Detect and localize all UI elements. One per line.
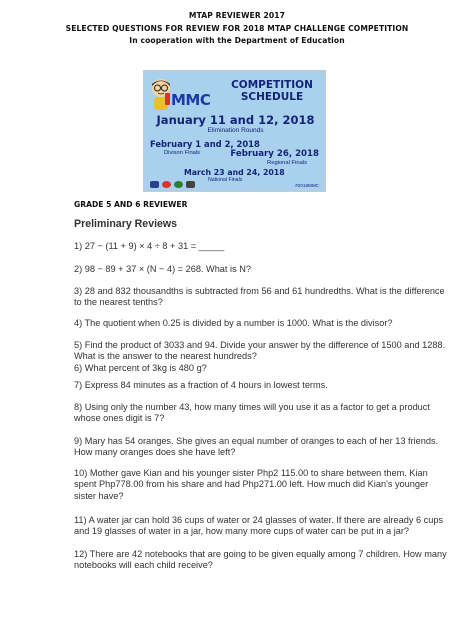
- sponsor-logo-icon: [162, 181, 171, 188]
- division-label: Divison Finals: [164, 150, 201, 156]
- sponsor-logo-icon: [186, 181, 195, 188]
- section-heading: Preliminary Reviews: [74, 218, 178, 230]
- sponsor-logo-icon: [150, 181, 159, 188]
- mmc-logo: MMC: [171, 91, 211, 109]
- question-12: 12) There are 42 notebooks that are going to be given equally among 7 children. How many notebooks will each child receive?: [74, 549, 447, 571]
- question-1: 1) 27 − (11 + 9) × 4 ÷ 8 + 31 = _____: [74, 241, 225, 251]
- question-4: 4) The quotient when 0.25 is divided by a number is 1000. What is the divisor?: [74, 318, 393, 328]
- regional-label: Regional Finals: [267, 160, 307, 166]
- competition-schedule-poster: [143, 70, 326, 192]
- national-date: March 23 and 24, 2018: [184, 168, 285, 177]
- poster-hashtag: #2018MMC: [295, 183, 319, 188]
- document-header: [0, 10, 474, 48]
- question-10: 10) Mother gave Kian and his younger sister Php2 115.00 to share between them. Kian spent Php778.00 from his share and had Php271.00 left. How much did Kian's younger sister have?: [74, 468, 429, 501]
- poster-title: COMPETITION SCHEDULE: [231, 79, 313, 103]
- regional-date: February 26, 2018: [230, 149, 319, 159]
- question-11: 11) A water jar can hold 36 cups of water or 24 glasses of water. If there are already 6 cups and 19 glasses of water in a jar, how many more cups of water can be put in a jar?: [74, 515, 444, 537]
- question-3: 3) 28 and 832 thousandths is subtracted from 56 and 61 hundredths. What is the difference to the nearest tenths?: [74, 286, 445, 308]
- sponsor-logos: [150, 181, 195, 188]
- national-label: National Finals: [208, 177, 243, 183]
- question-2: 2) 98 − 89 + 37 × (N − 4) = 268. What is N?: [74, 264, 251, 274]
- question-8: 8) Using only the number 43, how many times will you use it as a factor to get a product whose ones digit is 7?: [74, 402, 430, 424]
- division-date: February 1 and 2, 2018: [150, 139, 260, 149]
- header-subtitle: SELECTED QUESTIONS FOR REVIEW FOR 2018 MTAP CHALLENGE COMPETITION: [65, 23, 409, 33]
- sponsor-logo-icon: [174, 181, 183, 188]
- elimination-date: January 11 and 12, 2018: [156, 113, 315, 127]
- question-9: 9) Mary has 54 oranges. She gives an equal number of oranges to each of her 13 friends. How many oranges does she have left?: [74, 436, 439, 458]
- grade-label: GRADE 5 AND 6 REVIEWER: [74, 200, 188, 209]
- header-cooperation: In cooperation with the Department of Education: [129, 36, 345, 45]
- elimination-label: Elimination Rounds: [207, 127, 264, 134]
- question-7: 7) Express 84 minutes as a fraction of 4 hours in lowest terms.: [74, 380, 328, 390]
- question-5-6: 5) Find the product of 3033 and 94. Divide your answer by the difference of 1500 and 1288. What is the answer to the nearest hundreds? 6) What percent of 3kg is 480 g?: [74, 340, 446, 373]
- header-title: MTAP REVIEWER 2017: [188, 11, 286, 20]
